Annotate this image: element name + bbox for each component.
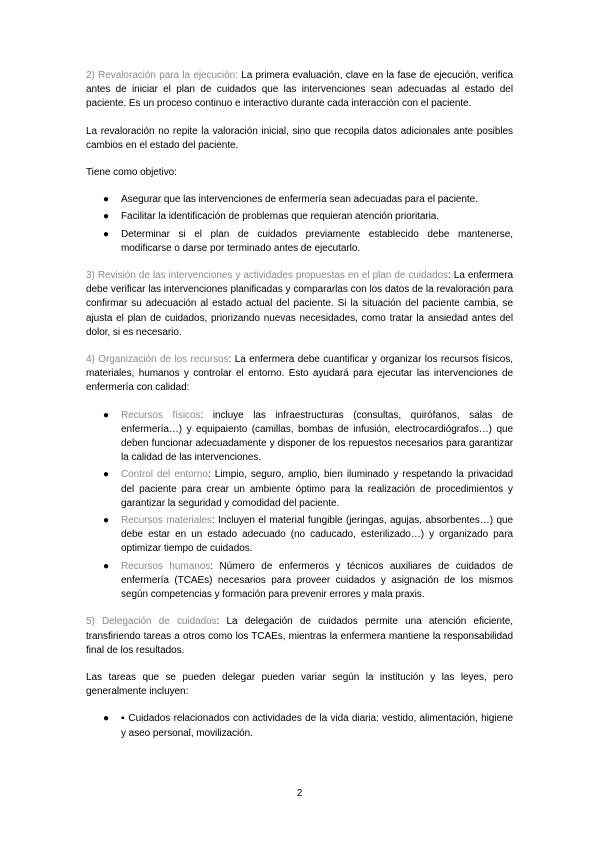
objective-intro: Tiene como objetivo: [86, 167, 177, 179]
list-item [86, 468, 513, 511]
section-5-text: : La delegación de cuidados permite una atención eficiente, transfiriendo tareas a otros como los TCAEs, mientras la enfermera mantiene la responsabilidad final de los resultados. [86, 616, 513, 656]
bullet-icon: ● [103, 194, 109, 206]
bullet-icon: ● [103, 228, 109, 240]
list-item-term: Control del entorno [121, 469, 208, 481]
page-number: 2 [296, 788, 303, 799]
list-item-text: Facilitar la identificación de problemas que requieran atención prioritaria. [121, 211, 440, 223]
section-3-text: : La enfermera debe verificar las intervenciones planificadas y compararlas con los datos de la revaloración para confirmar su adecuación al estado actual del paciente. Si la situación del paciente cambia, se ajusta el plan de cuidados, priorizando nuevas necesidades, como tratar la ansiedad antes del dolor, si es necesario. [86, 270, 513, 338]
resources-list [86, 409, 513, 603]
list-item-text: Determinar si el plan de cuidados previamente establecido debe mantenerse, modificarse o darse por terminado antes de ejecutarlo. [121, 228, 513, 254]
section-3-paragraph [86, 269, 513, 340]
bullet-icon: ● [103, 409, 109, 421]
list-item-term: Recursos físicos [121, 409, 201, 421]
bullet-icon: ● [103, 560, 109, 572]
list-item-text: : incluye las infraestructuras (consultas, quirófanos, salas de enfermería…) y equipaiento (camillas, bombas de infusión, electrocardiógrafos…) que deben funcionar adecuadamente y disponer de los repuestos necesarios para garantizar la calidad de las intervenciones. [121, 409, 513, 464]
section-3-heading: 3) Revisión de las intervenciones y actividades propuestas en el plan de cuidados [86, 270, 449, 282]
list-item [86, 514, 513, 557]
list-item-text: : Limpio, seguro, amplio, bien iluminado y respetando la privacidad del paciente para crear un ambiente óptimo para la realización de procedimientos y garantizar la seguridad y comodidad del paciente. [121, 469, 514, 509]
section-2-heading: 2) Revaloración para la ejecución: [86, 70, 238, 81]
section-5-heading: 5) Delegación de cuidados [86, 616, 217, 628]
list-item-text: : Número de enfermeros y técnicos auxiliares de cuidados de enfermería (TCAEs) necesarios para proveer cuidados y asignación de los mismos según competencias y formación para prevenir errores y mala praxis. [121, 560, 513, 601]
list-item-term: Recursos materiales [121, 515, 212, 527]
section-4-heading: 4) Organización de los recursos [86, 354, 229, 366]
delegation-list [86, 712, 513, 740]
section-4-paragraph [86, 353, 513, 396]
list-item [86, 409, 513, 466]
section-4-text: : La enfermera debe cuantificar y organizar los recursos físicos, materiales, humanos y controlar el entorno. Esto ayudará para ejecutar las intervenciones de enfermería con calidad: [86, 354, 513, 394]
section-5-paragraph-2: Las tareas que se pueden delegar pueden variar según la institución y las leyes, pero generalmente incluyen: [86, 671, 513, 698]
list-item [86, 712, 513, 740]
list-item [86, 193, 513, 207]
section-2-paragraph-2: La revaloración no repite la valoración inicial, sino que recopila datos adicionales ante posibles cambios en el estado del paciente. [86, 125, 513, 151]
section-2-text: La primera evaluación, clave en la fase de ejecución, verifica antes de iniciar el plan de cuidados que las intervenciones sean adecuadas al estado del paciente. Es un proceso continuo e interactivo durante cada interacción con el paciente. [86, 70, 513, 110]
list-item [86, 228, 513, 256]
bullet-icon: ● [103, 469, 109, 481]
list-item [86, 210, 513, 224]
list-item [86, 560, 513, 603]
page-content [86, 69, 513, 754]
section-5-paragraph [86, 615, 513, 658]
list-item-text: Asegurar que las intervenciones de enfermería sean adecuadas para el paciente. [121, 194, 478, 206]
objectives-list [86, 193, 513, 256]
list-item-text: : Incluyen el material fungible (jeringas, agujas, absorbentes…) que debe estar en un estado adecuado (no caducado, esterilizado…) y organizado para optimizar tiempo de cuidados. [121, 515, 513, 555]
list-item-text: ▪ Cuidados relacionados con actividades de la vida diaria: vestido, alimentación, higiene y aseo personal, movilización. [121, 713, 513, 739]
list-item-term: Recursos humanos [121, 560, 211, 572]
bullet-icon: ● [103, 211, 109, 223]
bullet-icon: ● [103, 515, 109, 527]
bullet-icon: ● [103, 713, 109, 725]
section-2-paragraph [86, 69, 513, 112]
